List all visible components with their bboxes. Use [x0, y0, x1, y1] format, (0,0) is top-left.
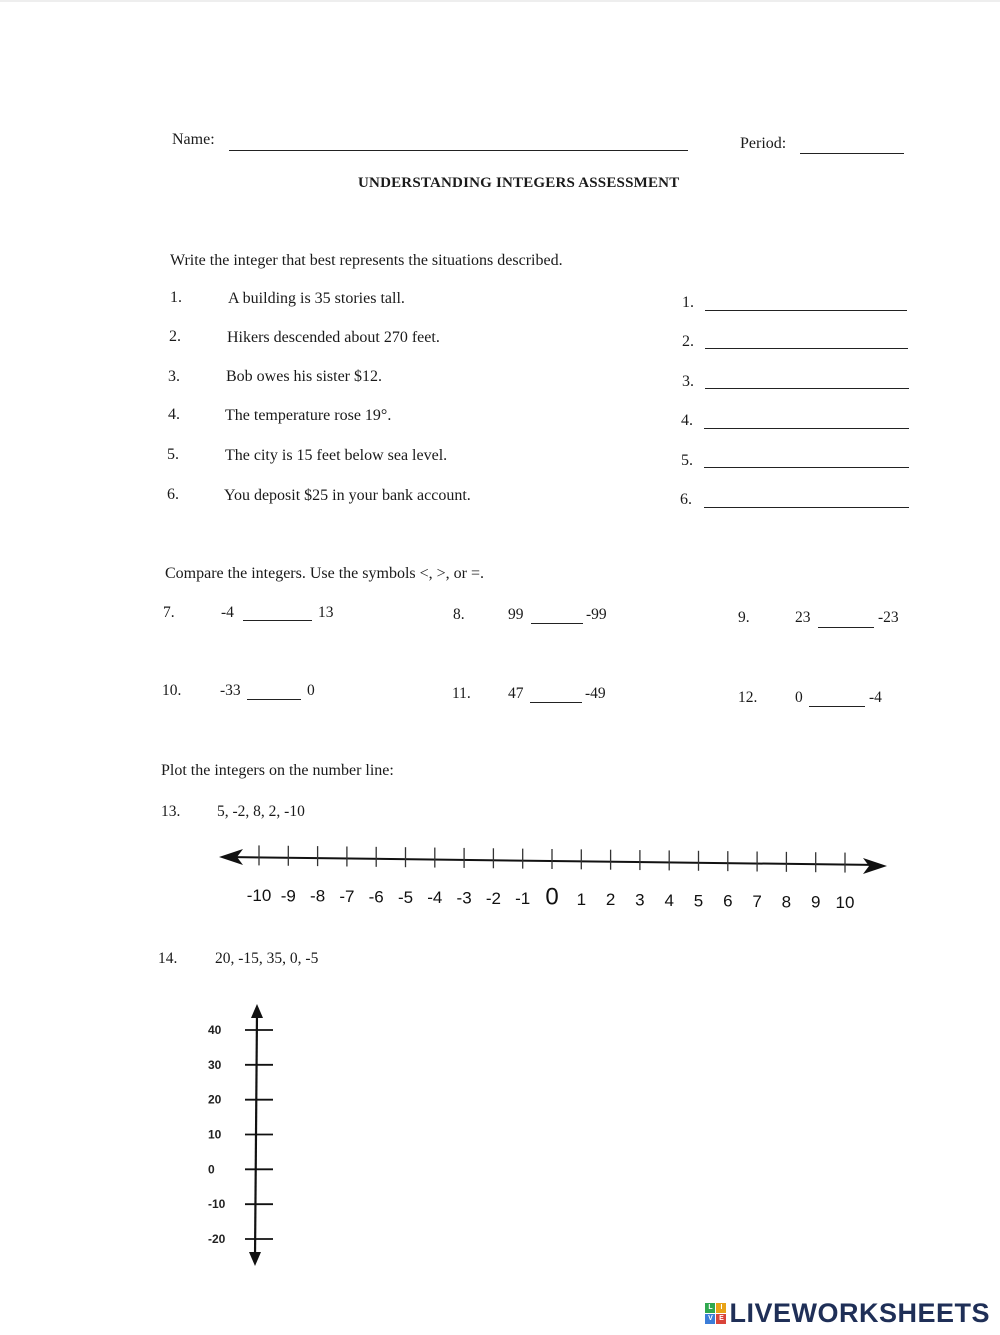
q3-number: 3.: [168, 368, 180, 385]
logo-letter: V: [705, 1314, 715, 1324]
period-field[interactable]: [800, 153, 904, 154]
tick-label: 0: [208, 1162, 215, 1177]
q11-left: 47: [508, 685, 524, 702]
brand-name: LIVEWORKSHEETS: [729, 1298, 990, 1328]
q2-answer-label: 2.: [682, 333, 694, 350]
q9-right: -23: [878, 609, 899, 626]
q11-answer-field[interactable]: [530, 702, 582, 703]
q12-answer-field[interactable]: [809, 706, 865, 707]
period-label: Period:: [740, 135, 787, 152]
tick-label: 10: [208, 1127, 222, 1142]
tick-label: -2: [485, 888, 501, 908]
q12-right: -4: [869, 689, 882, 706]
logo-letter: I: [716, 1303, 726, 1313]
q13-number: 13.: [161, 803, 181, 820]
tick-label: -3: [456, 888, 472, 908]
tick-label: -4: [427, 888, 443, 908]
q6-number: 6.: [167, 486, 179, 503]
q12-left: 0: [795, 689, 803, 706]
q14-values: 20, -15, 35, 0, -5: [215, 950, 319, 967]
down-arrow-icon: [249, 1252, 261, 1266]
tick-label: -10: [246, 886, 272, 905]
logo-letter: L: [705, 1303, 715, 1313]
q5-text: The city is 15 feet below sea level.: [225, 447, 448, 464]
q7-answer-field[interactable]: [243, 620, 312, 621]
logo-letter: E: [716, 1314, 726, 1324]
q10-left: -33: [220, 682, 241, 699]
q8-left: 99: [508, 606, 524, 623]
q6-text: You deposit $25 in your bank account.: [224, 487, 471, 504]
scan-top-edge: [0, 0, 1000, 2]
tick-label: 4: [664, 890, 674, 910]
vertical-number-line[interactable]: [200, 1000, 320, 1270]
tick-label: 40: [208, 1023, 222, 1037]
q2-answer-field[interactable]: [705, 348, 908, 349]
q7-number: 7.: [163, 604, 175, 621]
page-title: UNDERSTANDING INTEGERS ASSESSMENT: [358, 175, 680, 191]
tick-label: 5: [693, 891, 704, 911]
q2-text: Hikers descended about 270 feet.: [227, 329, 440, 346]
q3-text: Bob owes his sister $12.: [226, 368, 382, 385]
q11-number: 11.: [452, 685, 471, 702]
q10-answer-field[interactable]: [247, 699, 301, 700]
tick-label: 1: [576, 889, 587, 909]
tick-label: 30: [208, 1057, 222, 1072]
liveworksheets-logo-icon: [705, 1303, 726, 1324]
q9-answer-field[interactable]: [818, 627, 874, 628]
tick-label: 3: [635, 890, 645, 910]
liveworksheets-brand: [705, 1298, 990, 1329]
tick-label: 9: [810, 892, 821, 912]
tick-label: -9: [280, 886, 296, 906]
q7-right: 13: [318, 604, 334, 621]
q13-values: 5, -2, 8, 2, -10: [217, 803, 305, 820]
q5-answer-field[interactable]: [704, 467, 909, 468]
tick-label: -10: [208, 1197, 226, 1212]
q9-number: 9.: [738, 609, 750, 626]
q1-number: 1.: [170, 289, 182, 306]
q3-answer-label: 3.: [682, 373, 694, 390]
q2-number: 2.: [169, 328, 181, 345]
q12-number: 12.: [738, 689, 758, 706]
number-line-axis: [226, 857, 880, 865]
tick-label: -8: [310, 886, 326, 906]
q11-right: -49: [585, 685, 606, 702]
name-field[interactable]: [229, 150, 688, 151]
tick-label: -1: [515, 889, 531, 909]
section1-instructions: Write the integer that best represents the situations described.: [170, 252, 563, 269]
tick-label: -5: [397, 887, 414, 907]
q8-right: -99: [586, 606, 607, 623]
section3-instructions: Plot the integers on the number line:: [161, 762, 394, 779]
tick-label: -20: [208, 1232, 226, 1246]
q4-text: The temperature rose 19°.: [225, 407, 392, 424]
section2-instructions: Compare the integers. Use the symbols <, >, or =.: [165, 565, 485, 582]
q4-answer-label: 4.: [681, 412, 693, 429]
q6-answer-label: 6.: [680, 491, 692, 508]
tick-label: 7: [752, 891, 762, 911]
q6-answer-field[interactable]: [704, 507, 909, 508]
q10-right: 0: [307, 682, 315, 699]
up-arrow-icon: [251, 1004, 263, 1018]
q4-number: 4.: [168, 406, 180, 423]
q14-number: 14.: [158, 950, 178, 967]
q1-answer-field[interactable]: [705, 310, 907, 311]
q8-answer-field[interactable]: [531, 623, 583, 624]
tick-label: 2: [605, 890, 616, 910]
tick-label: 20: [208, 1092, 222, 1107]
horizontal-number-line[interactable]: [0, 838, 1000, 918]
tick-label: 10: [835, 893, 855, 912]
q7-left: -4: [221, 604, 234, 621]
tick-label: 0: [545, 883, 559, 911]
q4-answer-field[interactable]: [704, 428, 909, 429]
tick-label: 6: [723, 891, 733, 911]
right-arrow-icon: [863, 858, 887, 874]
q8-number: 8.: [453, 606, 465, 623]
q5-answer-label: 5.: [681, 452, 693, 469]
tick-label: -7: [339, 887, 355, 907]
q9-left: 23: [795, 609, 811, 626]
q1-text: A building is 35 stories tall.: [228, 290, 405, 307]
q5-number: 5.: [167, 446, 179, 463]
tick-label: 8: [781, 892, 792, 912]
q3-answer-field[interactable]: [705, 388, 909, 389]
tick-label: -6: [368, 887, 384, 907]
name-label: Name:: [172, 131, 215, 148]
q10-number: 10.: [162, 682, 182, 699]
q1-answer-label: 1.: [682, 294, 694, 311]
